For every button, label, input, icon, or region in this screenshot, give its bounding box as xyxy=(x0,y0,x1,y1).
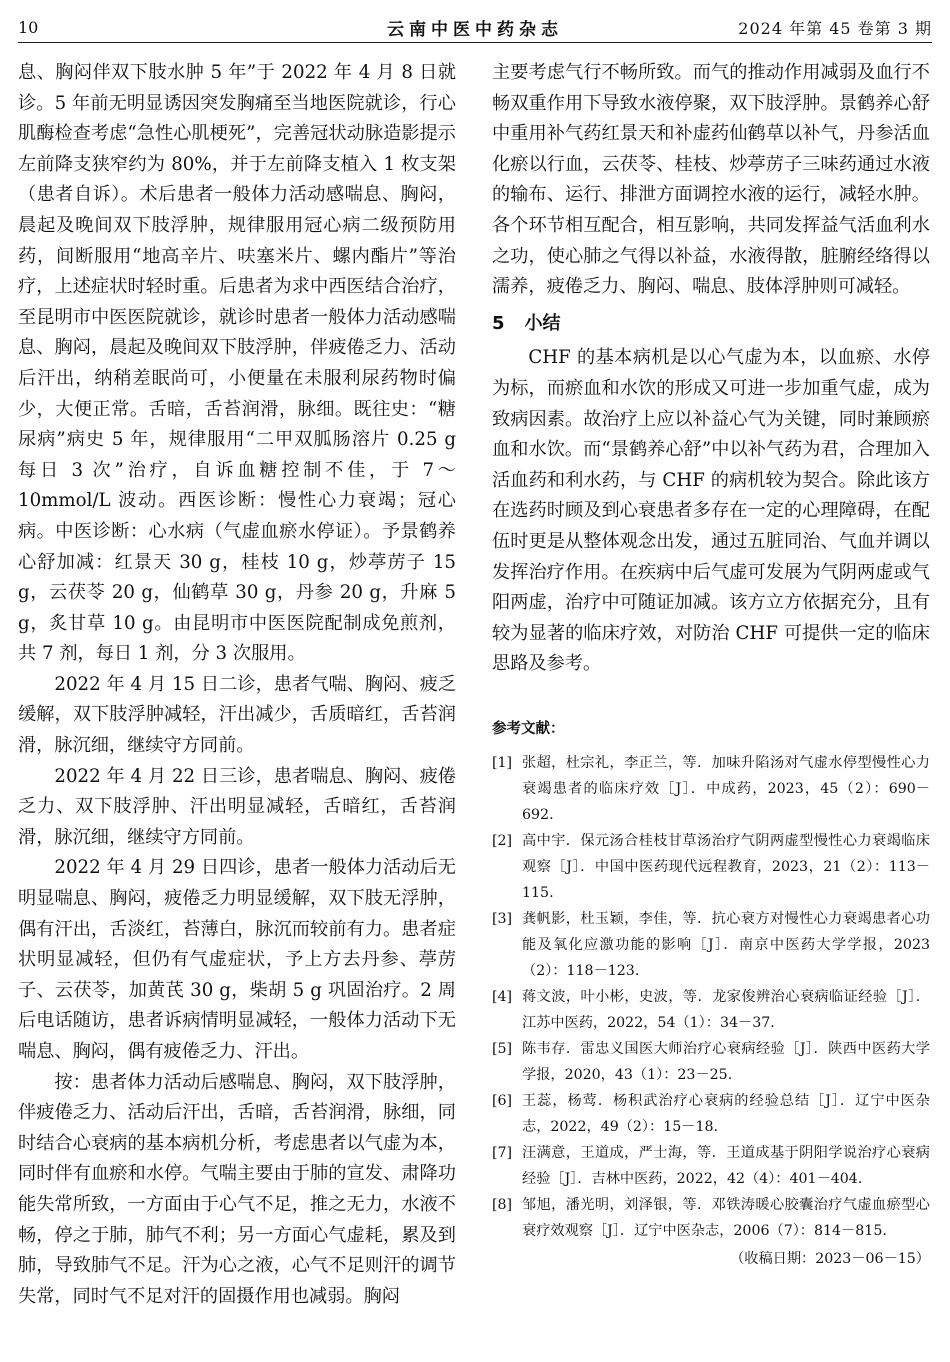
reference-text: 王蕊，杨莺．杨积武治疗心衰病的经验总结［J］．辽宁中医杂志，2022，49（2）：15－18. xyxy=(522,1093,930,1136)
reference-text: 陈韦存．雷忠义国医大师治疗心衰病经验［J］．陕西中医药大学学报，2020，43（1）：23－25. xyxy=(522,1041,930,1084)
reference-index: [3] xyxy=(492,911,513,928)
summary-paragraph: CHF 的基本病机是以心气虚为本，以血瘀、水停为标，而瘀血和水饮的形成又可进一步加重气虚，成为致病因素。故治疗上应以补益心气为关键，同时兼顾瘀血和水饮。而“景鹤养心舒”中以补气药为君，合理加入活血药和利水药，与 CHF 的病机较为契合。除此该方在选药时顾及到心衰患者多存在一定的心理障碍，在配伍时更是从整体观念出发，通过五脏同治、气血并调以发挥治疗作用。在疾病中后气虚可发展为气阴两虚或气阳两虚，治疗中可随证加减。该方立方依据充分，且有较为显著的临床疗效，对防治 CHF 可提供一定的临床思路及参考。 xyxy=(492,347,930,675)
reference-list xyxy=(492,750,930,1244)
reference-index: [8] xyxy=(492,1197,513,1214)
reference-item xyxy=(492,1088,930,1140)
page-header xyxy=(18,12,932,43)
reference-index: [6] xyxy=(492,1093,513,1110)
section-number: 5 xyxy=(492,312,505,334)
reference-item xyxy=(492,1140,930,1192)
reference-text: 张超，杜宗礼，李正兰，等．加味升陷汤对气虚水停型慢性心力衰竭患者的临床疗效［J］．中成药，2023，45（2）：690－692. xyxy=(522,755,930,824)
section-heading xyxy=(492,309,930,340)
reference-item xyxy=(492,750,930,828)
case-paragraph-3: 2022 年 4 月 22 日三诊，患者喘息、胸闷、疲倦乏力、双下肢浮肿、汗出明显减轻，舌暗红，舌苔润滑，脉沉细，继续守方同前。 xyxy=(18,765,456,848)
section-title: 小结 xyxy=(524,312,561,334)
received-date: （收稿日期：2023－06－15） xyxy=(730,1251,930,1268)
case-paragraph-4: 2022 年 4 月 29 日四诊，患者一般体力活动后无明显喘息、胸闷，疲倦乏力明显缓解，双下肢无浮肿，偶有汗出，舌淡红，苔薄白，脉沉而较前有力。患者症状明显减轻，但仍有气虚症状，予上方去丹参、葶苈子、云茯苓，加黄芪 30 g，柴胡 5 g 巩固治疗。2 周后电话随访，患者诉病情明显减轻，一般体力活动下无喘息、胸闷，偶有疲倦乏力、汗出。 xyxy=(18,857,456,1062)
reference-text: 蒋文波，叶小彬，史波，等．龙家俊辨治心衰病临证经验［J］．江苏中医药，2022，54（1）：34－37. xyxy=(522,989,930,1032)
references-title: 参考文献： xyxy=(492,720,565,737)
reference-item xyxy=(492,984,930,1036)
reference-index: [7] xyxy=(492,1145,513,1162)
reference-text: 邹旭，潘光明，刘泽银，等．邓铁涛暖心胶囊治疗气虚血瘀型心衰疗效观察［J］．辽宁中医杂志，2006（7）：814－815. xyxy=(522,1197,930,1240)
reference-index: [4] xyxy=(492,989,513,1006)
page-number: 10 xyxy=(18,18,39,37)
case-paragraph-2: 2022 年 4 月 15 日二诊，患者气喘、胸闷、疲乏缓解，双下肢浮肿减轻，汗出减少，舌质暗红，舌苔润滑，脉沉细，继续守方同前。 xyxy=(18,673,456,757)
commentary-paragraph: 按：患者体力活动后感喘息、胸闷，双下肢浮肿，伴疲倦乏力、活动后汗出，舌暗，舌苔润滑，脉细，同时结合心衰病的基本病机分析，考虑患者以气虚为本，同时伴有血瘀和水停。气喘主要由于肺的宣发、肃降功能失常所致，一方面由于心气不足，推之无力，水液不畅，停之于肺，肺气不利；另一方面心气虚耗，累及到肺，导致肺气不足。汗为心之液，心气不足则汗的调节失常，同时气不足对汗的固摄作用也减弱。胸闷 xyxy=(18,1071,456,1307)
reference-index: [5] xyxy=(492,1041,513,1058)
issue-info: 2024 年第 45 卷第 3 期 xyxy=(738,19,932,38)
reference-item xyxy=(492,1036,930,1088)
reference-index: [1] xyxy=(492,755,513,772)
reference-item xyxy=(492,1192,930,1244)
commentary-continuation: 主要考虑气行不畅所致。而气的推动作用减弱及血行不畅双重作用下导致水液停聚，双下肢浮肿。景鹤养心舒中重用补气药红景天和补虚药仙鹤草以补气，丹参活血化瘀以行血，云茯苓、桂枝、炒葶苈子三味药通过水液的输布、运行、排泄方面调控水液的运行，减轻水肿。各个环节相互配合，相互影响，共同发挥益气活血利水之功，使心肺之气得以补益，水液得散，脏腑经络得以濡养，疲倦乏力、胸闷、喘息、肢体浮肿则可减轻。 xyxy=(492,62,930,298)
reference-text: 高中宇．保元汤合桂枝甘草汤治疗气阴两虚型慢性心力衰竭临床观察［J］．中国中医药现代远程教育，2023，21（2）：113－115. xyxy=(522,833,930,902)
reference-item xyxy=(492,828,930,906)
right-column xyxy=(492,58,930,1272)
journal-title: 云南中医中药杂志 xyxy=(387,20,563,40)
reference-index: [2] xyxy=(492,833,513,850)
case-paragraph-1: 息、胸闷伴双下肢水肿 5 年”于 2022 年 4 月 8 日就诊。5 年前无明显诱因突发胸痛至当地医院就诊，行心肌酶检查考虑“急性心肌梗死”，完善冠状动脉造影提示左前降支狭窄约为 80%，并于左前降支植入 1 枚支架（患者自诉）。术后患者一般体力活动感喘息、胸闷，晨起及晚间双下肢浮肿，规律服用冠心病二级预防用药，间断服用“地高辛片、呋塞米片、螺内酯片”等治疗，上述症状时轻时重。后患者为求中西医结合治疗，至昆明市中医医院就诊，就诊时患者一般体力活动感喘息、胸闷，晨起及晚间双下肢浮肿，伴疲倦乏力、活动后汗出，纳稍差眠尚可，小便量在未服利尿药物时偏少，大便正常。舌暗，舌苔润滑，脉细。既往史：“糖尿病”病史 5 年，规律服用“二甲双胍肠溶片 0.25 g 每日 3 次”治疗，自诉血糖控制不佳，于 7～10mmol/L 波动。西医诊断：慢性心力衰竭；冠心病。中医诊断：心水病（气虚血瘀水停证）。予景鹤养心舒加减：红景天 30 g，桂枝 10 g，炒葶苈子 15 g，云茯苓 20 g，仙鹤草 30 g，丹参 20 g，升麻 5 g，炙甘草 10 g。由昆明市中医医院配制成免煎剂，共 7 剂，每日 1 剂，分 3 次服用。 xyxy=(18,62,456,665)
reference-item xyxy=(492,906,930,984)
reference-text: 龚帆影，杜玉颖，李佳，等．抗心衰方对慢性心力衰竭患者心功能及氧化应激功能的影响［J］．南京中医药大学学报，2023（2）：118－123. xyxy=(522,911,930,980)
reference-text: 汪满意，王道成，严士海，等．王道成基于阴阳学说治疗心衰病经验［J］．吉林中医药，2022，42（4）：401－404. xyxy=(522,1145,930,1188)
left-column xyxy=(18,58,456,1312)
